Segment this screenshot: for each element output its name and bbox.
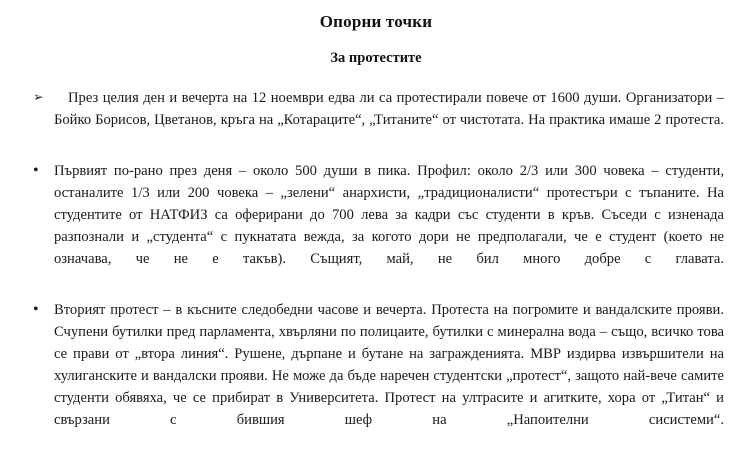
arrow-bullet-icon: ➢ <box>33 90 44 104</box>
round-bullet-icon: • <box>33 161 39 179</box>
page-title: Опорни точки <box>319 12 433 31</box>
paragraph-1 <box>28 87 724 154</box>
document-body <box>28 87 724 454</box>
paragraph-1-text: През целия ден и вечерта на 12 ноември едва ли са протестирали повече от 1600 души. Организатори – Бойко Борисов, Цветанов, кръга на „Котараците“, „Титаните“ от чистотата. На практика имаше 2 протеста. <box>54 90 724 129</box>
round-bullet-icon: • <box>33 300 39 318</box>
paragraph-2-text: Първият по-рано през деня – около 500 души в пика. Профил: около 2/3 или 300 човека – студенти, останалите 1/3 или 200 човека – „зелени“ анархисти, „традиционалисти“ протестъри с тъпаните. На студентите от НАТФИЗ са оферирани до 700 лева за кадри със студенти в кръв. Съседи с изненада разпознали и „студента“ с пукнатата вежда, за когото дори не предполагали, че е студент (което не означава, че не е такъв). Същият, май, не бил много добре с главата. <box>54 162 724 268</box>
page-subtitle: За протестите <box>330 50 422 66</box>
paragraph-3-text: Вторият протест – в късните следобедни часове и вечерта. Протеста на погромите и вандалските прояви. Счупени бутилки пред парламента, хвърляни по полицаите, бутилки с минерална вода – също, всичко това се прави от „втора линия“. Рушене, дърпане и бутане на загражденията. МВР издирва извършители на хулиганските и вандалски прояви. Не може да бъде наречен студентски „протест“, защото най-вече самите студенти обявяха, че се прибират в Университета. Протест на ултрасите и агитките, хора от „Титан“ и свързани с бившия шеф на „Напоителни сисистеми“. <box>54 301 724 429</box>
paragraph-2 <box>28 160 724 293</box>
paragraph-3 <box>28 299 724 454</box>
